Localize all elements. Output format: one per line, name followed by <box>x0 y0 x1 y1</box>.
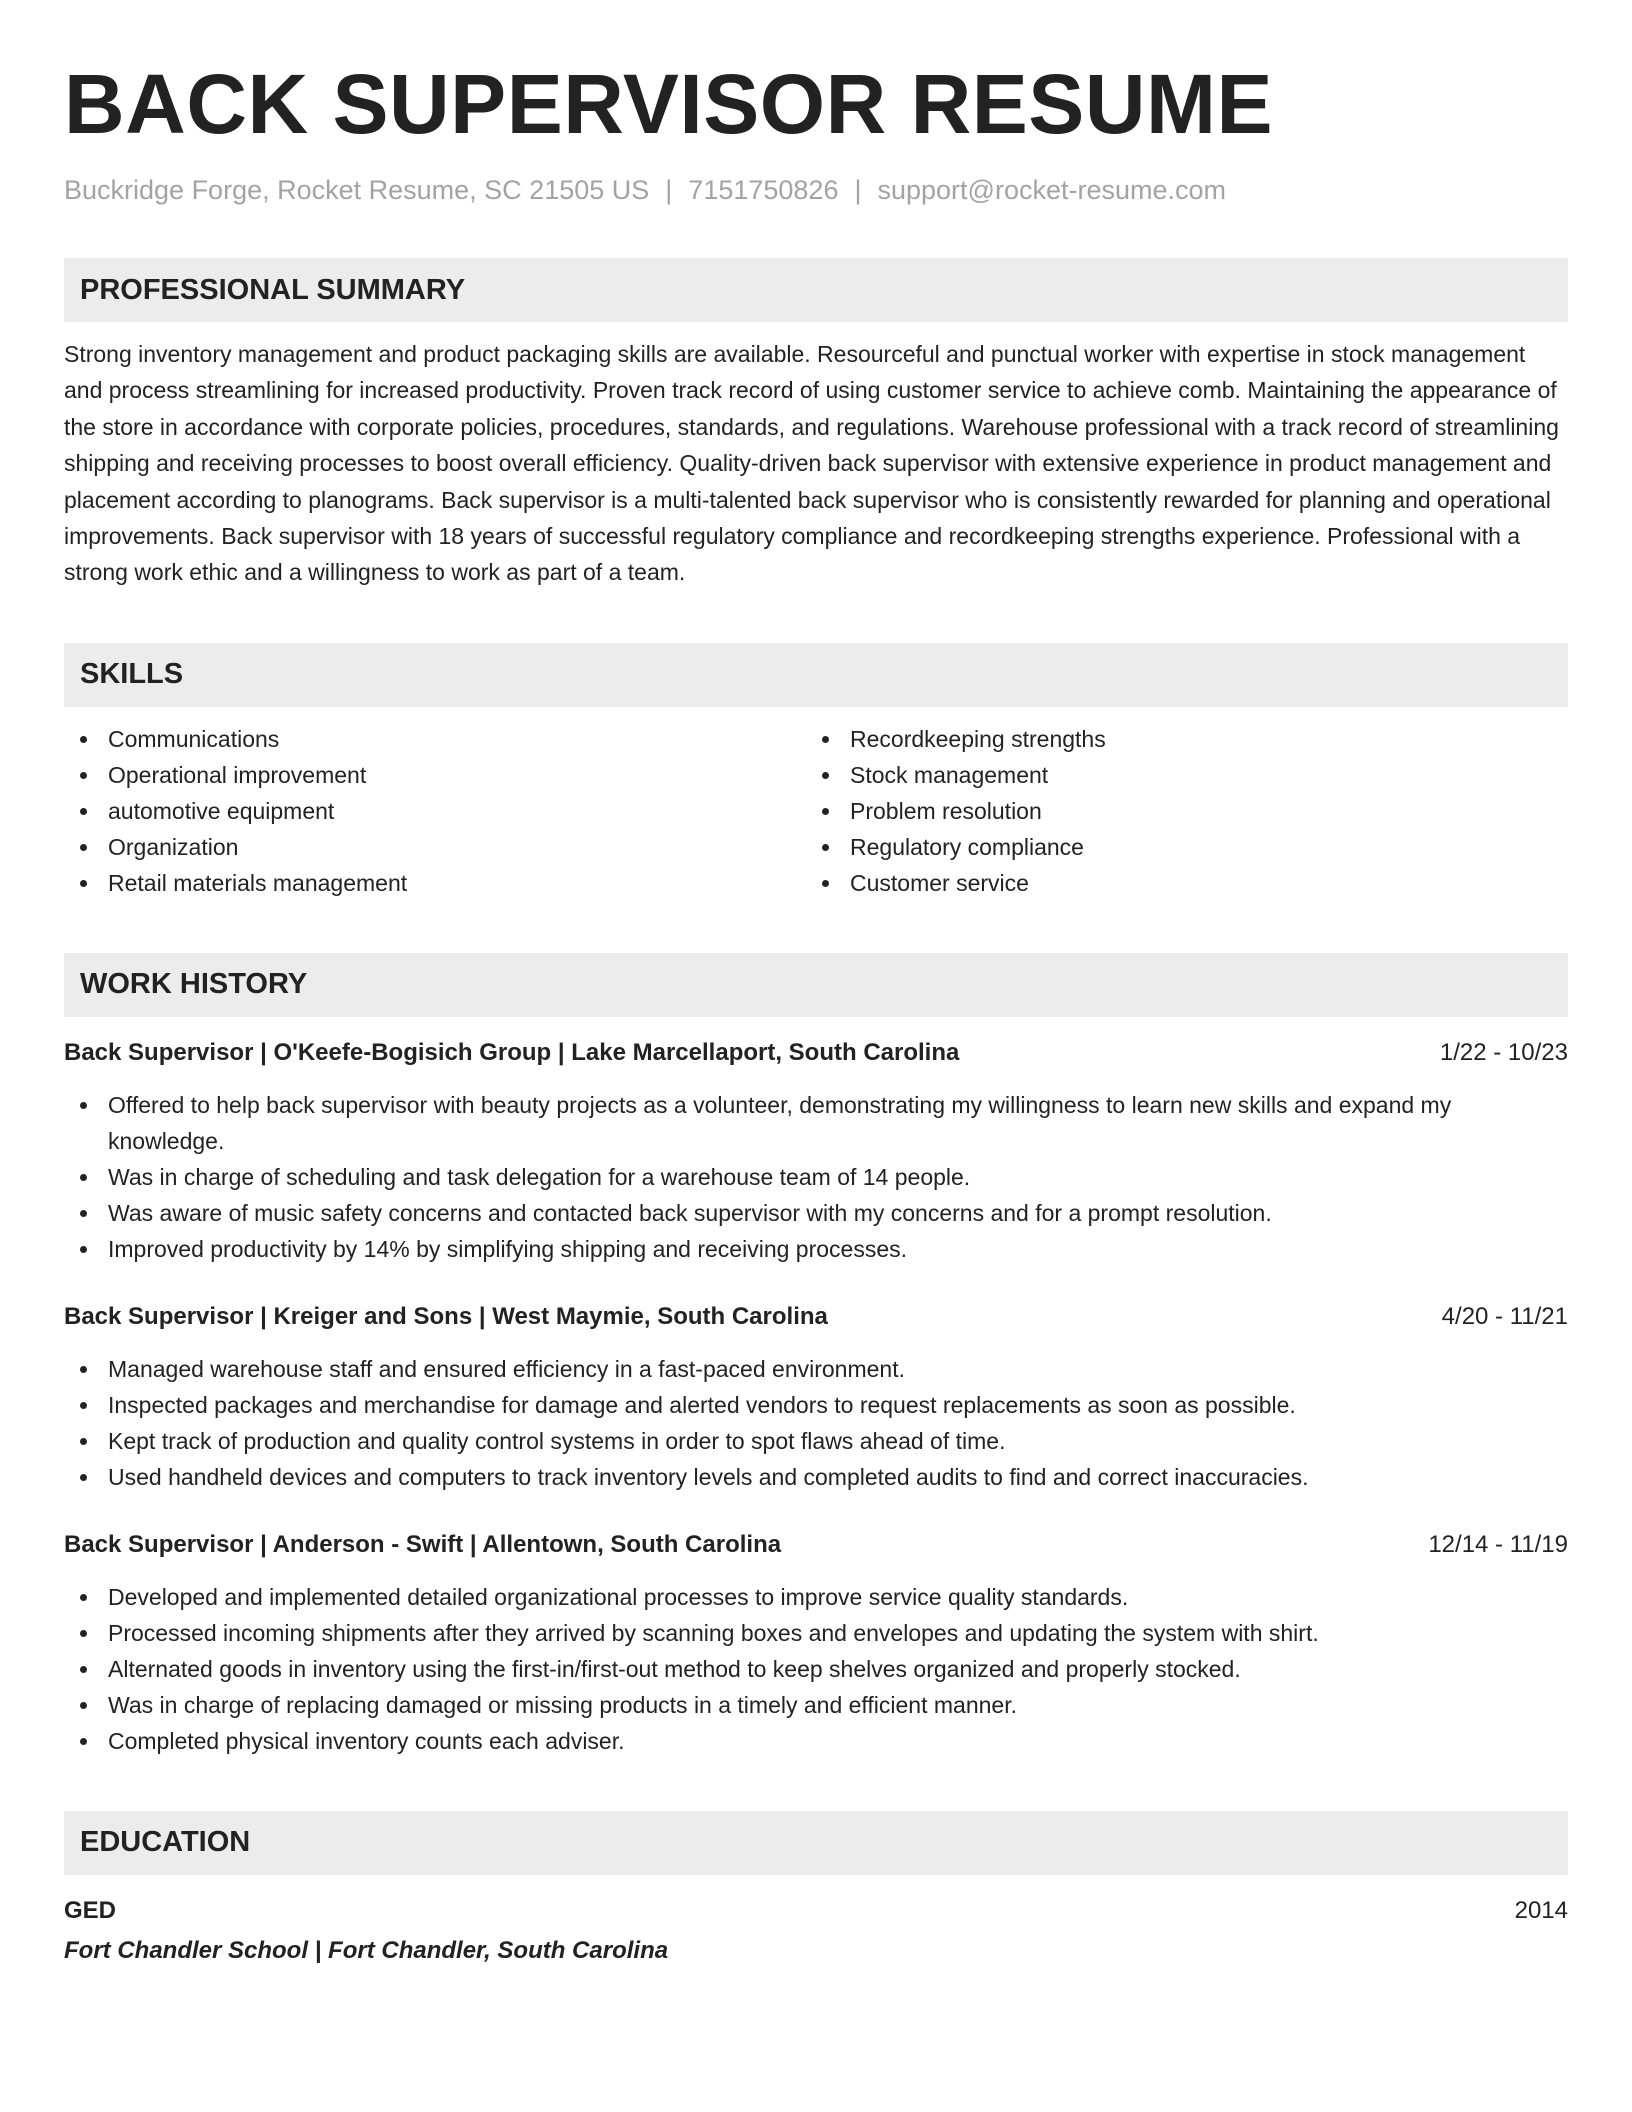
skill-item: Problem resolution <box>806 793 1548 829</box>
job-bullets <box>64 1087 1568 1267</box>
job-bullet: Kept track of production and quality control systems in order to spot flaws ahead of time. <box>64 1423 1568 1459</box>
skill-item: Customer service <box>806 865 1548 901</box>
job-bullet: Processed incoming shipments after they arrived by scanning boxes and envelopes and updating the system with shirt. <box>64 1615 1568 1651</box>
contact-phone: 7151750826 <box>688 175 839 205</box>
job-title: Back Supervisor | Anderson - Swift | Allentown, South Carolina <box>64 1530 782 1558</box>
job-header <box>64 1299 1568 1335</box>
section-header-work-history: WORK HISTORY <box>64 953 1568 1017</box>
skill-item: Communications <box>64 721 806 757</box>
job-bullet: Was aware of music safety concerns and contacted back supervisor with my concerns and for a prompt resolution. <box>64 1195 1568 1231</box>
skill-item: Operational improvement <box>64 757 806 793</box>
resume-title: BACK SUPERVISOR RESUME <box>64 57 1273 151</box>
skill-item: Retail materials management <box>64 865 806 901</box>
job-dates: 4/20 - 11/21 <box>1441 1302 1568 1330</box>
job-entry <box>64 1299 1568 1495</box>
job-bullet: Inspected packages and merchandise for damage and alerted vendors to request replacements as soon as possible. <box>64 1387 1568 1423</box>
skill-item: Recordkeeping strengths <box>806 721 1548 757</box>
skill-item: automotive equipment <box>64 793 806 829</box>
job-dates: 1/22 - 10/23 <box>1439 1038 1568 1066</box>
contact-separator: | <box>665 175 673 205</box>
job-bullet: Completed physical inventory counts each adviser. <box>64 1723 1568 1759</box>
education-degree: GED <box>64 1896 117 1924</box>
resume-page <box>64 52 1568 1969</box>
contact-address: Buckridge Forge, Rocket Resume, SC 21505 US <box>64 175 650 205</box>
job-title: Back Supervisor | Kreiger and Sons | West Maymie, South Carolina <box>64 1302 828 1330</box>
job-bullet: Was in charge of replacing damaged or missing products in a timely and efficient manner. <box>64 1687 1568 1723</box>
job-title: Back Supervisor | O'Keefe-Bogisich Group | Lake Marcellaport, South Carolina <box>64 1038 960 1066</box>
skill-item: Organization <box>64 829 806 865</box>
job-bullets <box>64 1579 1568 1759</box>
job-dates: 12/14 - 11/19 <box>1428 1530 1568 1558</box>
skills-right-column <box>806 721 1548 901</box>
contact-email: support@rocket-resume.com <box>877 175 1227 205</box>
section-header-education: EDUCATION <box>64 1811 1568 1875</box>
section-header-skills: SKILLS <box>64 643 1568 707</box>
job-bullet: Alternated goods in inventory using the first-in/first-out method to keep shelves organized and properly stocked. <box>64 1651 1568 1687</box>
education-year: 2014 <box>1514 1896 1568 1924</box>
job-entry <box>64 1035 1568 1267</box>
job-bullet: Improved productivity by 14% by simplifying shipping and receiving processes. <box>64 1231 1568 1267</box>
job-header <box>64 1527 1568 1563</box>
section-header-summary: PROFESSIONAL SUMMARY <box>64 258 1568 322</box>
job-bullet: Used handheld devices and computers to track inventory levels and completed audits to find and correct inaccuracies. <box>64 1459 1568 1495</box>
skill-item: Stock management <box>806 757 1548 793</box>
job-bullet: Managed warehouse staff and ensured efficiency in a fast-paced environment. <box>64 1351 1568 1387</box>
job-entry <box>64 1527 1568 1759</box>
skills-columns <box>64 721 1568 901</box>
summary-text: Strong inventory management and product packaging skills are available. Resourceful and punctual worker with expertise in stock management and process streamlining for increased productivity. Proven track record of using customer service to achieve comb. Maintaining the appearance of the store in accordance with corporate policies, procedures, standards, and regulations. Warehouse professional with a track record of streamlining shipping and receiving processes to boost overall efficiency. Quality-driven back supervisor with extensive experience in product management and placement according to planograms. Back supervisor is a multi-talented back supervisor who is consistently rewarded for planning and operational improvements. Back supervisor with 18 years of successful regulatory compliance and recordkeeping strengths experience. Professional with a strong work ethic and a willingness to work as part of a team. <box>64 341 1559 586</box>
job-bullet: Was in charge of scheduling and task delegation for a warehouse team of 14 people. <box>64 1159 1568 1195</box>
skills-left-column <box>64 721 806 901</box>
education-header <box>64 1893 1568 1929</box>
contact-line <box>64 172 1568 208</box>
contact-separator: | <box>854 175 862 205</box>
skill-item: Regulatory compliance <box>806 829 1548 865</box>
job-bullets <box>64 1351 1568 1495</box>
job-bullet: Developed and implemented detailed organizational processes to improve service quality standards. <box>64 1579 1568 1615</box>
education-entry <box>64 1893 1568 1969</box>
job-header <box>64 1035 1568 1071</box>
education-school: Fort Chandler School | Fort Chandler, South Carolina <box>64 1936 669 1964</box>
job-bullet: Offered to help back supervisor with beauty projects as a volunteer, demonstrating my willingness to learn new skills and expand my knowledge. <box>64 1087 1568 1159</box>
